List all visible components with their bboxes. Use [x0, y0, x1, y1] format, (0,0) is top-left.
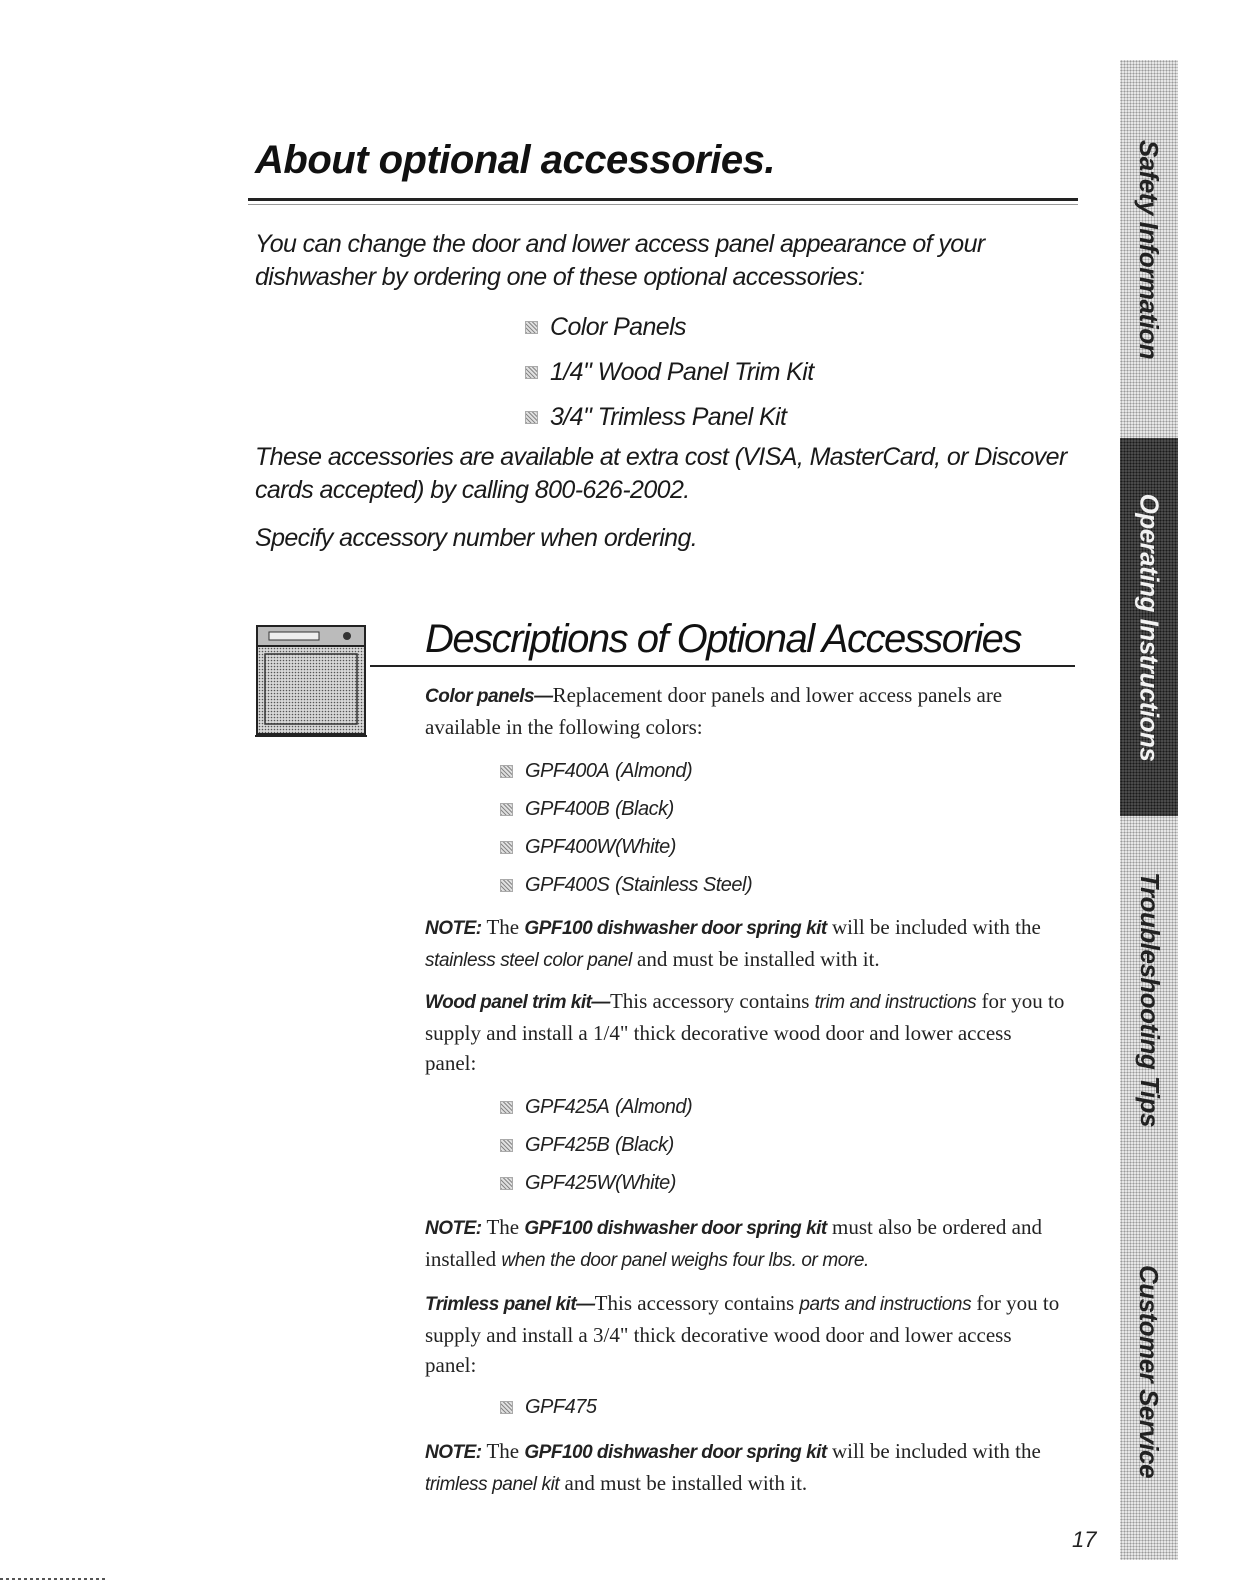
availability-line-2: cards accepted) by calling 800-626-2002. — [255, 476, 690, 504]
square-bullet-icon — [500, 1139, 513, 1152]
trimless-kit-heading: Trimless panel kit— — [425, 1294, 595, 1315]
list-item: GPF425B (Black) — [500, 1126, 692, 1164]
scan-artifact — [0, 1578, 105, 1580]
section-rule — [370, 665, 1075, 667]
color-panel-list — [500, 752, 752, 904]
availability-line-1: These accessories are available at extra cost (VISA, MasterCard, or Discover — [255, 443, 1067, 471]
tab-customer-service[interactable]: Customer Service — [1120, 1182, 1178, 1560]
tab-safety-information[interactable]: Safety Information — [1120, 60, 1178, 438]
accessory-list — [525, 305, 814, 440]
title-rule-thin — [248, 204, 1078, 205]
availability-paragraph — [255, 441, 1085, 507]
dishwasher-icon — [255, 620, 367, 738]
square-bullet-icon — [525, 411, 538, 424]
list-item: Color Panels — [525, 305, 814, 350]
square-bullet-icon — [500, 1101, 513, 1114]
tab-troubleshooting-tips[interactable]: Troubleshooting Tips — [1120, 816, 1178, 1182]
specify-note: Specify accessory number when ordering. — [255, 524, 698, 552]
list-item: 3/4" Trimless Panel Kit — [525, 395, 814, 440]
color-panels-heading: Color panels— — [425, 686, 553, 707]
square-bullet-icon — [500, 1401, 513, 1414]
trimless-kit-list — [500, 1388, 615, 1426]
title-rule — [248, 198, 1078, 201]
color-panels-note: NOTE: The GPF100 dishwasher door spring kit will be included with the stainless steel color panel and must be installed with it. — [425, 915, 1041, 971]
intro-line-1: You can change the door and lower access panel appearance of your — [255, 230, 985, 258]
list-item: GPF425W (White) — [500, 1164, 692, 1202]
page-number: 17 — [1072, 1527, 1097, 1552]
trimless-kit-note: NOTE: The GPF100 dishwasher door spring kit will be included with the trimless panel kit and must be installed with it. — [425, 1439, 1041, 1495]
page-title: About optional accessories. — [255, 138, 775, 182]
list-item: GPF400S (Stainless Steel) — [500, 866, 752, 904]
square-bullet-icon — [500, 803, 513, 816]
wood-kit-note: NOTE: The GPF100 dishwasher door spring kit must also be ordered and installed when the door panel weighs four lbs. or more. — [425, 1215, 1042, 1271]
section-title: Descriptions of Optional Accessories — [425, 617, 1021, 661]
square-bullet-icon — [500, 1177, 513, 1190]
wood-kit-paragraph: Wood panel trim kit—This accessory contains trim and instructions for you to supply and install a 1/4" thick decorative wood door and lower access panel: — [425, 989, 1065, 1075]
list-item: GPF400W (White) — [500, 828, 752, 866]
square-bullet-icon — [525, 321, 538, 334]
wood-kit-list — [500, 1088, 692, 1202]
wood-kit-heading: Wood panel trim kit— — [425, 992, 610, 1013]
intro-line-2: dishwasher by ordering one of these optional accessories: — [255, 263, 865, 291]
list-item: GPF400A (Almond) — [500, 752, 752, 790]
trimless-kit-paragraph: Trimless panel kit—This accessory contains parts and instructions for you to supply and install a 3/4" thick decorative wood door and lower access panel: — [425, 1291, 1060, 1377]
tab-operating-instructions[interactable]: Operating Instructions — [1120, 438, 1178, 816]
list-item: GPF475 — [500, 1388, 615, 1426]
color-panels-paragraph — [425, 680, 1065, 742]
square-bullet-icon — [500, 841, 513, 854]
color-panels-text: Replacement door panels and lower access panels are available in the following colors: — [425, 683, 1003, 739]
square-bullet-icon — [500, 879, 513, 892]
intro-paragraph — [255, 228, 1075, 294]
square-bullet-icon — [500, 765, 513, 778]
list-item: 1/4" Wood Panel Trim Kit — [525, 350, 814, 395]
square-bullet-icon — [525, 366, 538, 379]
section-tabs — [1120, 60, 1178, 1560]
list-item: GPF425A (Almond) — [500, 1088, 692, 1126]
list-item: GPF400B (Black) — [500, 790, 752, 828]
